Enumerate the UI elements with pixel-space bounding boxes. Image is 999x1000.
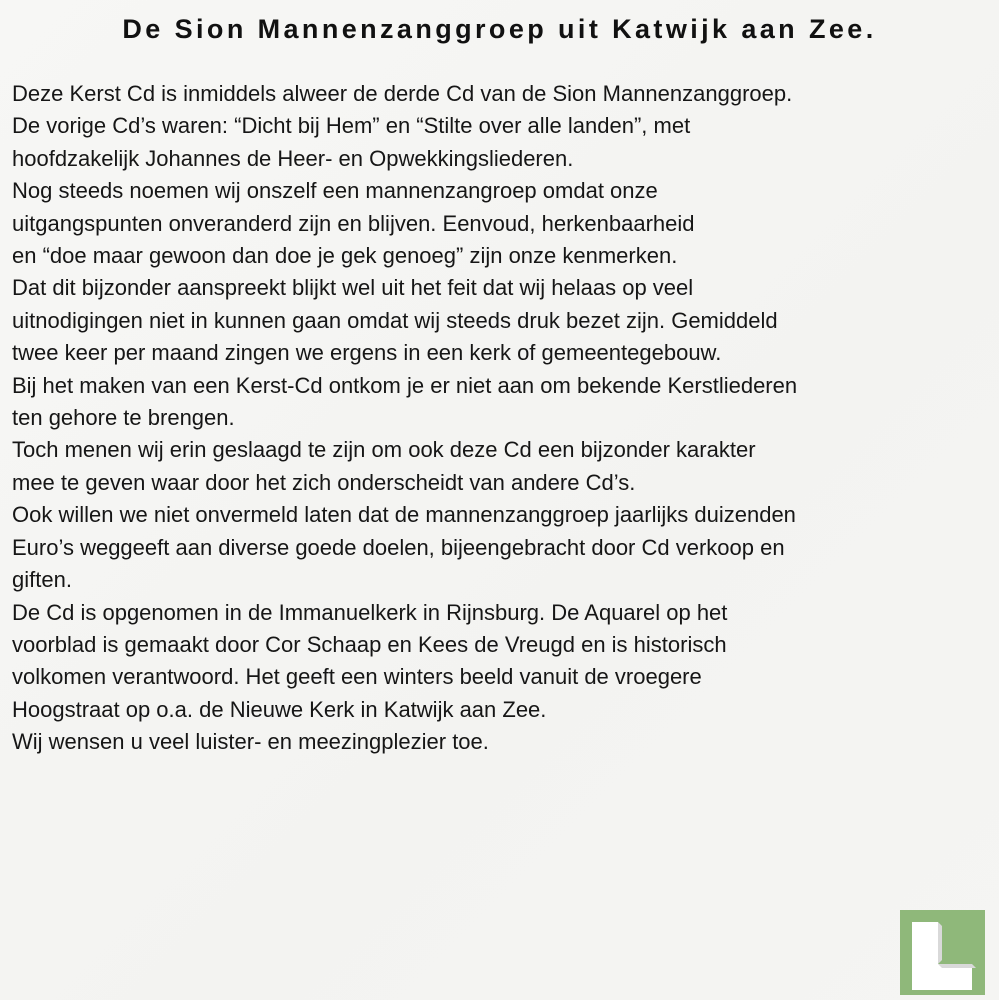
text-line: hoofdzakelijk Johannes de Heer- en Opwekkingsliederen.	[12, 145, 574, 171]
text-line: Bij het maken van een Kerst-Cd ontkom je er niet aan om bekende Kerstliederen	[12, 372, 798, 398]
text-line: mee te geven waar door het zich onderscheidt van andere Cd’s.	[12, 469, 636, 495]
text-line: Hoogstraat op o.a. de Nieuwe Kerk in Katwijk aan Zee.	[12, 696, 547, 722]
text-line: voorblad is gemaakt door Cor Schaap en Kees de Vreugd en is historisch	[12, 631, 727, 657]
text-line: Ook willen we niet onvermeld laten dat de mannenzanggroep jaarlijks duizenden	[12, 502, 796, 528]
text-line: Euro’s weggeeft aan diverse goede doelen, bijeengebracht door Cd verkoop en	[12, 534, 785, 560]
text-line: Wij wensen u veel luister- en meezingplezier toe.	[12, 729, 489, 755]
text-line: ten gehore te brengen.	[12, 405, 235, 431]
text-line: Deze Kerst Cd is inmiddels alweer de derde Cd van de Sion Mannenzanggroep.	[12, 81, 793, 106]
text-line: Nog steeds noemen wij onszelf een mannenzangroep omdat onze	[12, 178, 658, 204]
page-title: De Sion Mannenzanggroep uit Katwijk aan Zee.	[122, 14, 877, 44]
text-line: uitgangspunten onveranderd zijn en blijven. Eenvoud, herkenbaarheid	[12, 210, 695, 236]
text-line: twee keer per maand zingen we ergens in een kerk of gemeentegebouw.	[12, 340, 722, 366]
text-line: volkomen verantwoord. Het geeft een winters beeld vanuit de vroegere	[12, 664, 702, 690]
body-text	[12, 78, 987, 759]
text-line: en “doe maar gewoon dan doe je gek genoeg” zijn onze kenmerken.	[12, 243, 678, 269]
L-logo-icon	[900, 910, 985, 995]
text-line: Toch menen wij erin geslaagd te zijn om ook deze Cd een bijzonder karakter	[12, 437, 756, 463]
text-line: Dat dit bijzonder aanspreekt blijkt wel uit het feit dat wij helaas op veel	[12, 275, 694, 301]
text-line: De vorige Cd’s waren: “Dicht bij Hem” en “Stilte over alle landen”, met	[12, 113, 691, 139]
text-line: De Cd is opgenomen in de Immanuelkerk in Rijnsburg. De Aquarel op het	[12, 599, 728, 625]
text-line: giften.	[12, 567, 72, 593]
text-line: uitnodigingen niet in kunnen gaan omdat wij steeds druk bezet zijn. Gemiddeld	[12, 307, 778, 333]
